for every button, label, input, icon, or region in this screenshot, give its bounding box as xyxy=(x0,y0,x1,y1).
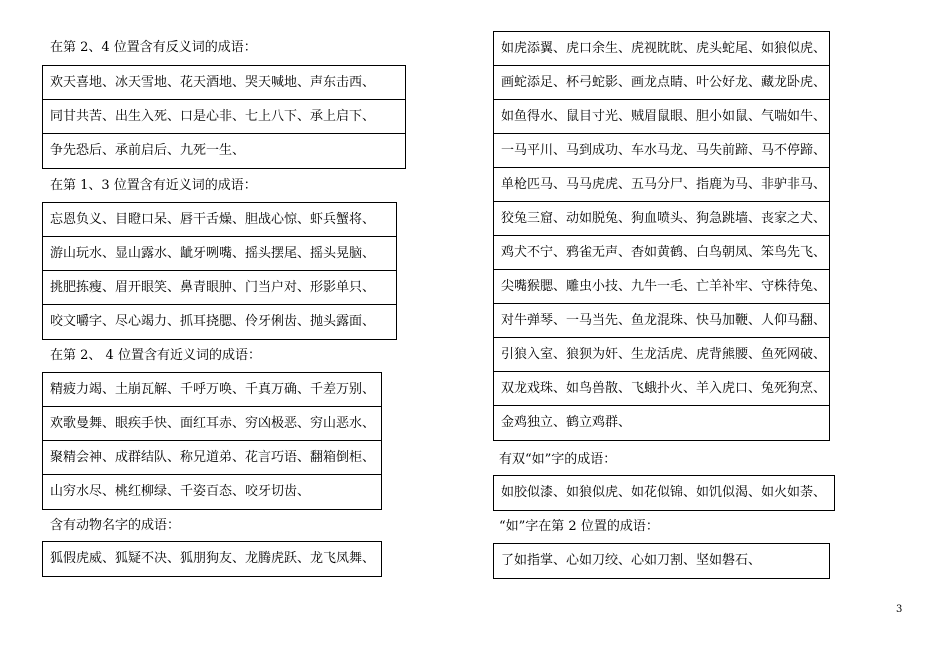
idiom-table-double-ru xyxy=(493,475,835,511)
section-heading-antonyms-2-4: 在第 2、4 位置含有反义词的成语： xyxy=(50,40,257,55)
section-heading-ru-position-2: “如”字在第 2 位置的成语： xyxy=(499,519,659,534)
table-row: 鸡犬不宁、鸦雀无声、杳如黄鹤、白鸟朝凤、笨鸟先飞、 xyxy=(494,236,829,270)
section-heading-animal-names: 含有动物名字的成语： xyxy=(50,518,181,533)
table-row: 欢天喜地、冰天雪地、花天酒地、哭天喊地、声东击西、 xyxy=(43,66,405,100)
table-row: 精疲力竭、土崩瓦解、千呼万唤、千真万确、千差万别、 xyxy=(43,373,381,407)
table-row: 狡兔三窟、动如脱兔、狗血喷头、狗急跳墙、丧家之犬、 xyxy=(494,202,829,236)
table-row: 欢歌曼舞、眼疾手快、面红耳赤、穷凶极恶、穷山恶水、 xyxy=(43,407,381,441)
page-number: 3 xyxy=(896,604,903,615)
table-row: 如胶似漆、如狼似虎、如花似锦、如饥似渴、如火如荼、 xyxy=(501,485,827,500)
table-row: 如鱼得水、鼠目寸光、贼眉鼠眼、胆小如鼠、气喘如牛、 xyxy=(494,100,829,134)
idiom-table-synonyms-1-3 xyxy=(42,202,397,340)
table-row: 单枪匹马、马马虎虎、五马分尸、指鹿为马、非驴非马、 xyxy=(494,168,829,202)
table-row: 忘恩负义、目瞪口呆、唇干舌燥、胆战心惊、虾兵蟹将、 xyxy=(43,203,396,237)
section-heading-double-ru: 有双“如”字的成语： xyxy=(499,452,617,467)
table-row: 狐假虎威、狐疑不决、狐朋狗友、龙腾虎跃、龙飞凤舞、 xyxy=(50,551,376,566)
table-row: 山穷水尽、桃红柳绿、千姿百态、咬牙切齿、 xyxy=(50,484,311,499)
table-row: 了如指掌、心如刀绞、心如刀割、坚如磐石、 xyxy=(501,553,762,568)
table-row: 对牛弹琴、一马当先、鱼龙混珠、快马加鞭、人仰马翻、 xyxy=(494,304,829,338)
table-row: 同甘共苦、出生入死、口是心非、七上八下、承上启下、 xyxy=(43,100,405,134)
table-row: 聚精会神、成群结队、称兄道弟、花言巧语、翻箱倒柜、 xyxy=(43,441,381,475)
table-row: 争先恐后、承前启后、九死一生、 xyxy=(50,143,246,158)
idiom-table-animal-names-continued xyxy=(493,31,830,441)
idiom-table-synonyms-2-4 xyxy=(42,372,382,510)
idiom-table-antonyms-2-4 xyxy=(42,65,406,169)
table-row: 双龙戏珠、如鸟兽散、飞蛾扑火、羊入虎口、兔死狗烹、 xyxy=(494,372,829,406)
section-heading-synonyms-1-3: 在第 1、3 位置含有近义词的成语： xyxy=(50,178,257,193)
idiom-table-animal-names xyxy=(42,541,382,577)
table-row: 如虎添翼、虎口余生、虎视眈眈、虎头蛇尾、如狼似虎、 xyxy=(494,32,829,66)
table-row: 挑肥拣瘦、眉开眼笑、鼻青眼肿、门当户对、形影单只、 xyxy=(43,271,396,305)
table-row: 一马平川、马到成功、车水马龙、马失前蹄、马不停蹄、 xyxy=(494,134,829,168)
table-row: 咬文嚼字、尽心竭力、抓耳挠腮、伶牙俐齿、抛头露面、 xyxy=(50,314,376,329)
table-row: 画蛇添足、杯弓蛇影、画龙点睛、叶公好龙、藏龙卧虎、 xyxy=(494,66,829,100)
table-row: 金鸡独立、鹤立鸡群、 xyxy=(501,415,632,430)
table-row: 引狼入室、狼狈为奸、生龙活虎、虎背熊腰、鱼死网破、 xyxy=(494,338,829,372)
table-row: 尖嘴猴腮、雕虫小技、九牛一毛、亡羊补牢、守株待兔、 xyxy=(494,270,829,304)
table-row: 游山玩水、显山露水、龇牙咧嘴、摇头摆尾、摇头晃脑、 xyxy=(43,237,396,271)
idiom-table-ru-position-2 xyxy=(493,543,830,579)
section-heading-synonyms-2-4: 在第 2、 4 位置含有近义词的成语： xyxy=(50,348,261,363)
